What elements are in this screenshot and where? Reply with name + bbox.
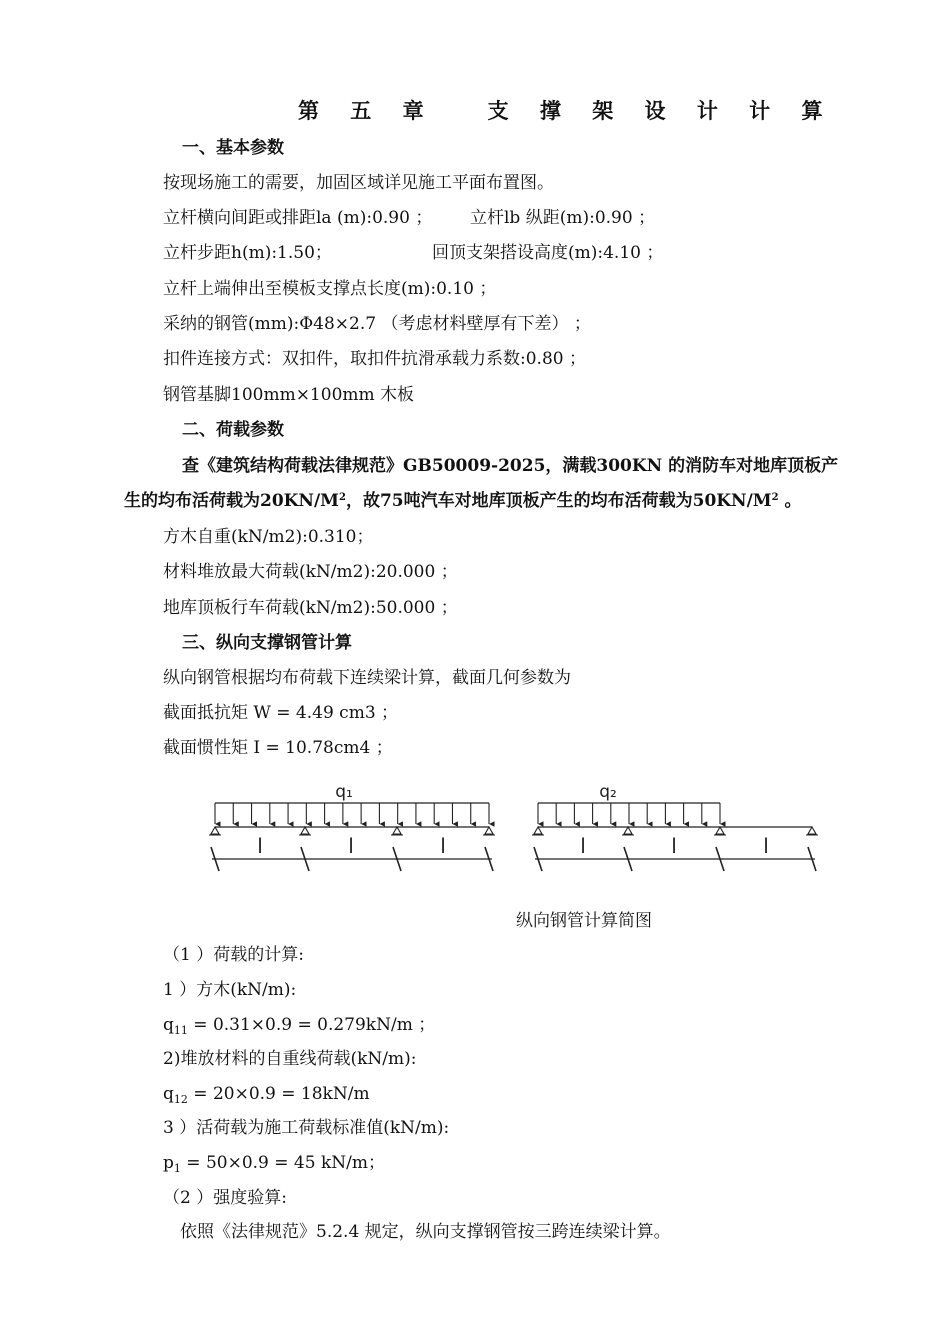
q2-label: q₂ xyxy=(599,782,617,802)
moment-of-inertia: 截面惯性矩 I = 10.78cm4 ； xyxy=(163,738,393,758)
q12-symbol: q xyxy=(163,1084,174,1104)
calc-heading-load: （1 ）荷载的计算: xyxy=(163,945,304,965)
load-material: 材料堆放最大荷载(kN/m2):20.000 ； xyxy=(163,562,458,582)
span-label: l xyxy=(580,834,586,858)
p1-symbol: p xyxy=(163,1153,174,1173)
calc-live-heading: 3 ）活荷载为施工荷载标准值(kN/m): xyxy=(163,1118,450,1138)
support-symbol xyxy=(808,827,816,834)
q12-expression: = 20×0.9 = 18kN/m xyxy=(187,1084,370,1104)
section-heading-load-params: 二、荷载参数 xyxy=(182,420,284,440)
section-modulus: 截面抵抗矩 W = 4.49 cm3 ； xyxy=(163,703,399,723)
pipe-intro: 纵向钢管根据均布荷载下连续梁计算，截面几何参数为 xyxy=(163,668,571,688)
support-symbol xyxy=(393,827,401,834)
support-symbol xyxy=(624,827,632,834)
span-label: l xyxy=(257,834,263,858)
load-line2-end: 。 xyxy=(784,491,802,511)
figure-caption: 纵向钢管计算简图 xyxy=(516,911,652,931)
support-symbol xyxy=(716,827,724,834)
param-step: 立杆步距h(m):1.50； xyxy=(163,243,332,263)
calc-material-heading: 2)堆放材料的自重线荷载(kN/m): xyxy=(163,1049,417,1069)
span-label: l xyxy=(348,834,354,858)
load-line2-part1: 生的均布活荷载为20KN/M xyxy=(124,491,339,511)
basic-intro: 按现场施工的需要，加固区域详见施工平面布置图。 xyxy=(163,173,554,193)
load-code-line1: 查《建筑结构荷载法律规范》GB50009-2025，满载300KN 的消防车对地库顶板产 xyxy=(182,456,839,476)
param-la: 立杆横向间距或排距la (m):0.90 ； xyxy=(163,208,433,228)
support-symbol xyxy=(534,827,542,834)
param-base: 钢管基脚100mm×100mm 木板 xyxy=(163,385,415,405)
calc-heading-strength: （2 ）强度验算: xyxy=(163,1188,287,1208)
support-symbol xyxy=(301,827,309,834)
section-heading-basic-params: 一、基本参数 xyxy=(182,138,284,158)
calc-wood-heading: 1 ）方木(kN/m): xyxy=(163,980,297,1000)
superscript-2: 2 xyxy=(339,492,346,503)
strength-text: 依照《法律规范》5.2.4 规定，纵向支撑钢管按三跨连续梁计算。 xyxy=(180,1222,671,1242)
calc-p1 xyxy=(163,1152,385,1176)
param-pipe: 采纳的钢管(mm):Φ48×2.7 （考虑材料壁厚有下差） ； xyxy=(163,314,591,334)
beam-diagram xyxy=(0,775,950,895)
span-label: l xyxy=(763,834,769,858)
param-height: 回顶支架搭设高度(m):4.10 ； xyxy=(432,243,664,263)
q11-symbol: q xyxy=(163,1015,174,1035)
calc-q12 xyxy=(163,1083,370,1107)
support-symbol xyxy=(485,827,493,834)
q11-expression: = 0.31×0.9 = 0.279kN/m ； xyxy=(187,1015,436,1035)
support-symbol xyxy=(211,827,219,834)
calc-q11 xyxy=(163,1014,435,1038)
load-line2-part2: ，故75吨汽车对地库顶板产生的均布活荷载为50KN/M xyxy=(345,491,772,511)
q11-subscript: 11 xyxy=(173,1024,188,1037)
param-extension: 立杆上端伸出至模板支撑点长度(m):0.10 ； xyxy=(163,279,497,299)
chapter-title xyxy=(298,100,835,122)
span-label: l xyxy=(671,834,677,858)
p1-expression: = 50×0.9 = 45 kN/m； xyxy=(180,1153,385,1173)
param-coupler: 扣件连接方式：双扣件，取扣件抗滑承载力系数:0.80 ； xyxy=(163,349,586,369)
p1-subscript: 1 xyxy=(173,1162,181,1175)
chapter-name: 支 撑 架 设 计 计 算 xyxy=(487,98,835,123)
load-vehicle: 地库顶板行车荷载(kN/m2):50.000 ； xyxy=(163,598,458,618)
q12-subscript: 12 xyxy=(173,1093,188,1106)
load-code-line2 xyxy=(124,490,802,515)
q1-label: q₁ xyxy=(335,782,353,802)
span-label: l xyxy=(440,834,446,858)
section-heading-steel-pipe: 三、纵向支撑钢管计算 xyxy=(182,633,352,653)
param-lb: 立杆lb 纵距(m):0.90 ； xyxy=(470,208,656,228)
superscript-2: 2 xyxy=(771,492,779,503)
span-labels xyxy=(257,834,769,858)
chapter-number: 第 五 章 xyxy=(298,98,436,123)
load-wood: 方木自重(kN/m2):0.310； xyxy=(163,527,374,547)
